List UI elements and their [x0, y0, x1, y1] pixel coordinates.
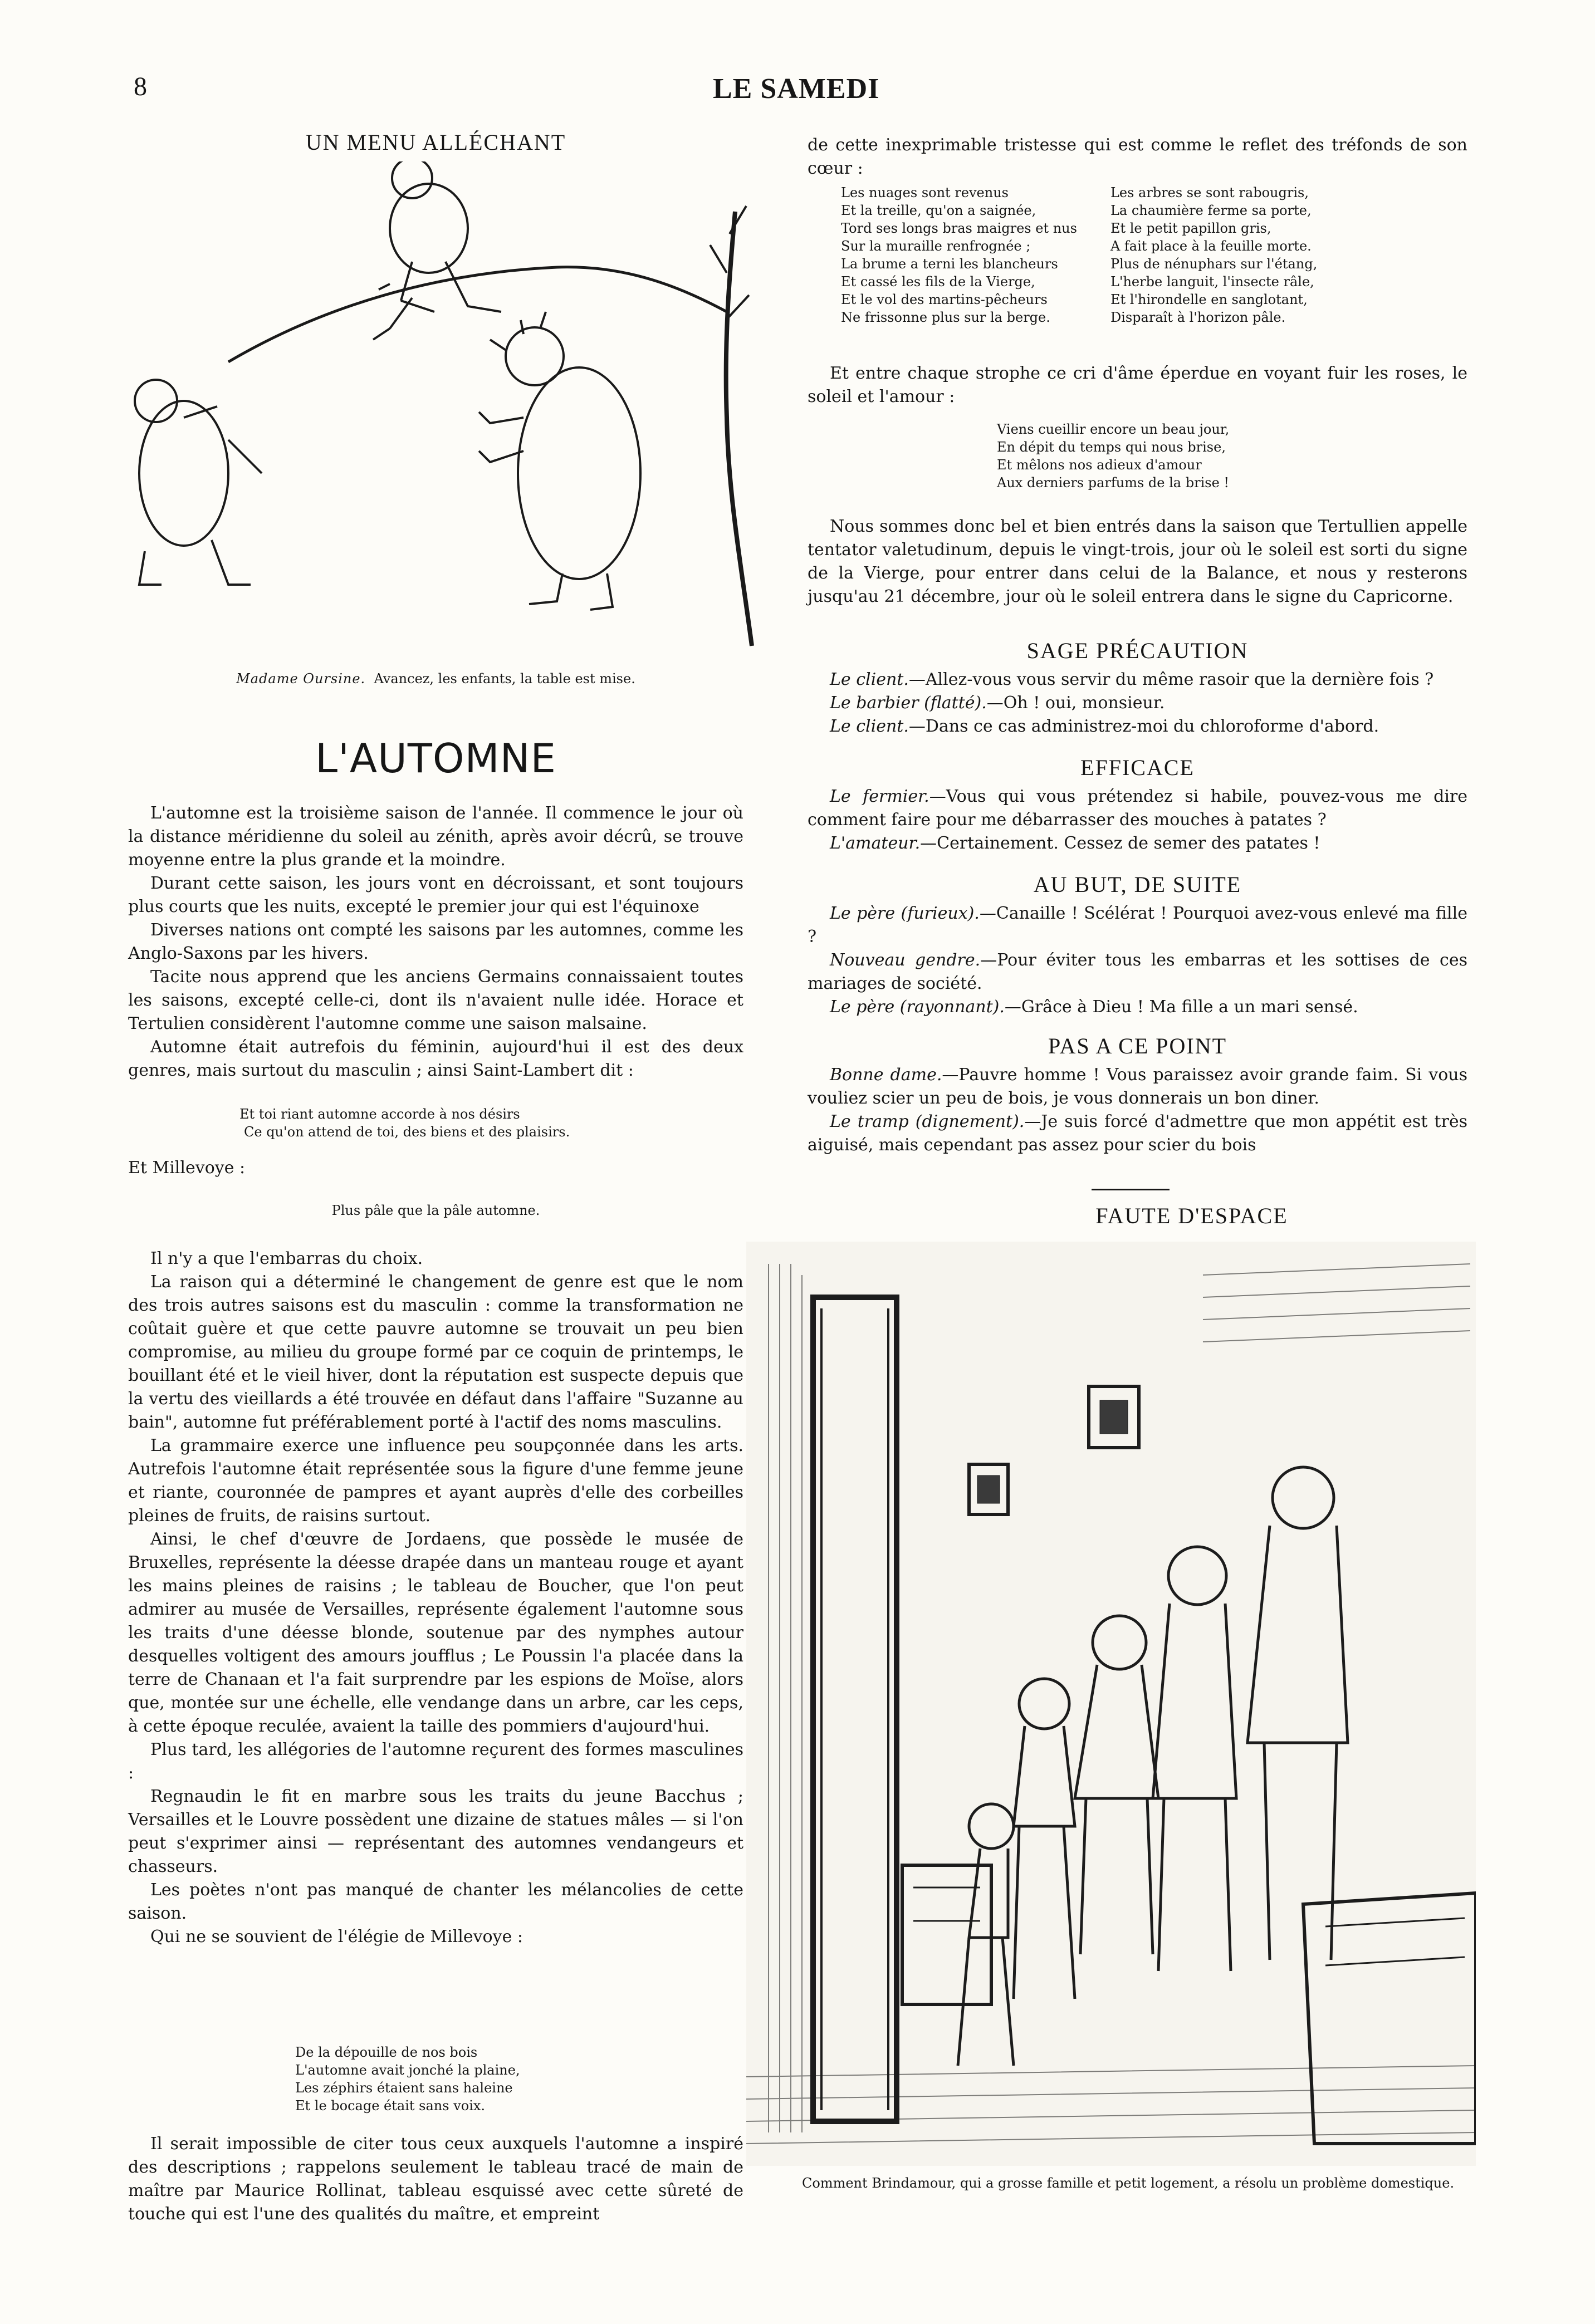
speaker: Bonne dame.	[830, 1065, 942, 1085]
right-intro	[808, 134, 1467, 180]
quote-elegie	[128, 2043, 743, 2115]
line-text: —Allez-vous vous servir du même rasoir que la dernière fois ?	[908, 670, 1434, 689]
section-title-au-but: AU BUT, DE SUITE	[1033, 872, 1242, 897]
line-text: —Je suis forcé d'admettre que mon appétit est très aiguisé, mais cependant pas assez pour scier du bois	[808, 1112, 1467, 1155]
speaker: Le client.	[830, 670, 909, 689]
cartoon-caption	[128, 671, 743, 687]
verse-line: Ce qu'on attend de toi, des biens et des plaisirs.	[244, 1124, 570, 1140]
poem-right-stanza: Les arbres se sont rabougris, La chaumière ferme sa porte, Et le petit papillon gris, A fait place à la feuille morte. Plus de nénuphars sur l'étang, L'herbe languit, l'insecte râle, Et l'hirondelle en sanglotant, Disparaît à l'horizon pâle.	[1110, 185, 1318, 325]
line-text: —Pour éviter tous les embarras et les sottises de ces mariages de société.	[808, 950, 1468, 993]
right-closing	[808, 515, 1467, 609]
speaker: Le père (rayonnant).	[830, 997, 1005, 1017]
paragraph: Et entre chaque strophe ce cri d'âme éperdue en voyant fuir les roses, le soleil et l'amour :	[808, 364, 1467, 406]
poem-left-stanza: Les nuages sont revenus Et la treille, qu'on a saignée, Tord ses longs bras maigres et nus Sur la muraille renfrognée ; La brume a terni les blancheurs Et cassé les fils de la Vierge, Et le vol des martins-pêcheurs Ne frissonne plus sur la berge.	[841, 185, 1077, 325]
quote-millevoye: Plus pâle que la pâle automne.	[331, 1203, 540, 1218]
section-title-pas-a-ce-point: PAS A CE POINT	[1048, 1033, 1227, 1058]
section-au-but	[808, 902, 1467, 1019]
refrain	[808, 420, 1467, 492]
speaker: Le client.	[830, 717, 909, 736]
dialogue-line	[808, 832, 1467, 855]
cartoon-title: UN MENU ALLÉCHANT	[305, 130, 566, 155]
verse-line: Et toi riant automne accorde à nos désirs	[239, 1106, 520, 1122]
paragraph: Il serait impossible de citer tous ceux auxquels l'automne a inspiré des descriptions ; rappelons seulement le tableau tracé de main de maître par Maurice Rollinat, tableau esquissé avec cette sûreté de touche qui est l'une des qualités du maître, et empreint	[128, 2134, 743, 2224]
dialogue-line	[808, 996, 1467, 1019]
line-text: —Dans ce cas administrez-moi du chloroforme d'abord.	[908, 717, 1379, 736]
section-efficace	[808, 785, 1467, 855]
paragraph: Qui ne se souvient de l'élégie de Millevoye :	[150, 1927, 523, 1947]
paragraph: Diverses nations ont compté les saisons par les automnes, comme les Anglo-Saxons par les hivers.	[128, 920, 743, 963]
speaker: Nouveau gendre.	[830, 950, 981, 970]
section-title-sage: SAGE PRÉCAUTION	[1026, 638, 1249, 663]
dialogue-line	[808, 949, 1467, 996]
caption-text: Avancez, les enfants, la table est mise.	[374, 671, 635, 687]
section-pas-a-ce-point	[808, 1063, 1467, 1157]
section-sage	[808, 668, 1467, 738]
divider	[1092, 1189, 1170, 1190]
line-text: —Oh ! oui, monsieur.	[986, 693, 1165, 713]
paragraph: Nous sommes donc bel et bien entrés dans la saison que Tertullien appelle tentator valetudinum, depuis le vingt-trois, jour où le soleil est sorti du signe de la Vierge, pour entrer dans celui de la Balance, et nous y resterons jusqu'au 21 décembre, jour où le soleil entrera dans le signe du Capricorne.	[808, 517, 1467, 606]
article-body-b	[128, 1247, 743, 1949]
faute-caption: Comment Brindamour, qui a grosse famille et petit logement, a résolu un problème domestique.	[802, 2175, 1455, 2191]
dialogue-line	[808, 668, 1467, 692]
section-title-faute: FAUTE D'ESPACE	[1095, 1203, 1288, 1228]
paragraph: La grammaire exerce une influence peu soupçonnée dans les arts. Autrefois l'automne était représentée sous la figure d'une femme jeune et riante, couronnée de pampres et ayant auprès d'elle des corbeilles pleines de fruits, de raisins surtout.	[128, 1436, 743, 1526]
paragraph: Automne était autrefois du féminin, aujourd'hui il est des deux genres, mais surtout du masculin ; ainsi Saint-Lambert dit :	[128, 1037, 743, 1080]
right-between	[808, 362, 1467, 409]
speaker: Le fermier.	[830, 787, 929, 806]
line-text: —Certainement. Cessez de semer des patates !	[920, 833, 1320, 853]
section-title-efficace: EFFICACE	[1080, 755, 1195, 780]
paragraph: Durant cette saison, les jours vont en décroissant, et sont toujours plus courts que les nuits, excepté le premier jour qui est l'équinoxe	[128, 874, 743, 916]
line-text: —Pauvre homme ! Vous paraissez avoir grande faim. Si vous vouliez scier un peu de bois, je vous donnerais un bon diner.	[808, 1065, 1467, 1108]
paragraph: Il n'y a que l'embarras du choix.	[150, 1249, 423, 1268]
paragraph: Ainsi, le chef d'œuvre de Jordaens, que possède le musée de Bruxelles, représente la déesse drapée dans un manteau rouge et ayant les mains pleines de raisins ; le tableau de Boucher, que l'on peut admirer au musée de Versailles, représente également l'automne sous les traits d'une déesse blonde, soutenue par des nymphes autour desquelles voltigent des amours joufflus ; Le Poussin l'a placée dans la terre de Chanaan et l'a fait surprendre par les espions de Moïse, alors que, montée sur une échelle, elle vendange dans un arbre, car les ceps, à cette époque reculée, avaient la taille des pommiers d'aujourd'hui.	[128, 1529, 743, 1736]
paragraph: Les poètes n'ont pas manqué de chanter les mélancolies de cette saison.	[128, 1880, 743, 1923]
dialogue-line	[808, 902, 1467, 949]
paragraph: Plus tard, les allégories de l'automne reçurent des formes masculines :	[128, 1740, 743, 1783]
caption-speaker: Madame Oursine.	[236, 671, 366, 687]
dialogue-line	[808, 1063, 1467, 1110]
verse-block: Viens cueillir encore un beau jour, En dépit du temps qui nous brise, Et mêlons nos adieux d'amour Aux derniers parfums de la brise !	[997, 421, 1230, 491]
line-text: —Canaille ! Scélérat ! Pourquoi avez-vous enlevé ma fille ?	[808, 904, 1467, 947]
speaker: Le barbier (flatté).	[830, 693, 987, 713]
page-number: 8	[134, 72, 147, 101]
line-text: —Grâce à Dieu ! Ma fille a un mari sensé.	[1004, 997, 1358, 1017]
paragraph: Tacite nous apprend que les anciens Germains connaissaient toutes les saisons, excepté celle-ci, dont ils n'avaient nulle idée. Horace et Tertulien considèrent l'automne comme une saison malsaine.	[128, 967, 743, 1033]
speaker: Le père (furieux).	[830, 904, 980, 923]
family-illustration	[746, 1242, 1476, 2166]
paragraph: L'automne est la troisième saison de l'année. Il commence le jour où la distance méridienne du soleil au zénith, après avoir décrû, se trouve moyenne entre la plus grande et la moindre.	[128, 803, 743, 870]
line-text: —Vous qui vous prétendez si habile, pouvez-vous me dire comment faire pour me débarrasser des mouches à patates ?	[808, 787, 1468, 830]
journal-title: LE SAMEDI	[713, 73, 880, 105]
dialogue-line	[808, 715, 1467, 738]
quote-saint-lambert	[128, 1105, 743, 1141]
article-body-a	[128, 802, 743, 1082]
paragraph: de cette inexprimable tristesse qui est comme le reflet des tréfonds de son cœur :	[808, 135, 1467, 178]
bears-illustration	[100, 161, 757, 663]
article-title: L'AUTOMNE	[315, 735, 556, 782]
speaker: Le tramp (dignement).	[830, 1112, 1025, 1131]
paragraph: La raison qui a déterminé le changement de genre est que le nom des trois autres saisons est du masculin : comme la transformation ne coûtait guère et que cette pauvre automne se trouvait un peu bien compromise, au milieu du groupe formé par ce coquin de printemps, le bouillant été et le vieil hiver, dont la réputation est suspecte depuis que la vertu des vieillards a été trouvée en défaut dans l'affaire "Suzanne au bain", automne fut préférablement porté à l'actif des noms masculins.	[128, 1272, 743, 1432]
paragraph: Regnaudin le fit en marbre sous les traits du jeune Bacchus ; Versailles et le Louvre possèdent une dizaine de statues mâles — si l'on peut s'exprimer ainsi — représentant des automnes vendangeurs et chasseurs.	[128, 1787, 743, 1876]
rollinat-poem	[808, 184, 1467, 326]
dialogue-line	[808, 785, 1467, 832]
millevoye-intro: Et Millevoye :	[128, 1158, 246, 1178]
article-body-c	[128, 2132, 743, 2226]
dialogue-line	[808, 1110, 1467, 1157]
verse-block: De la dépouille de nos bois L'automne avait jonché la plaine, Les zéphirs étaient sans haleine Et le bocage était sans voix.	[295, 2044, 520, 2114]
speaker: L'amateur.	[830, 833, 921, 853]
dialogue-line	[808, 692, 1467, 715]
